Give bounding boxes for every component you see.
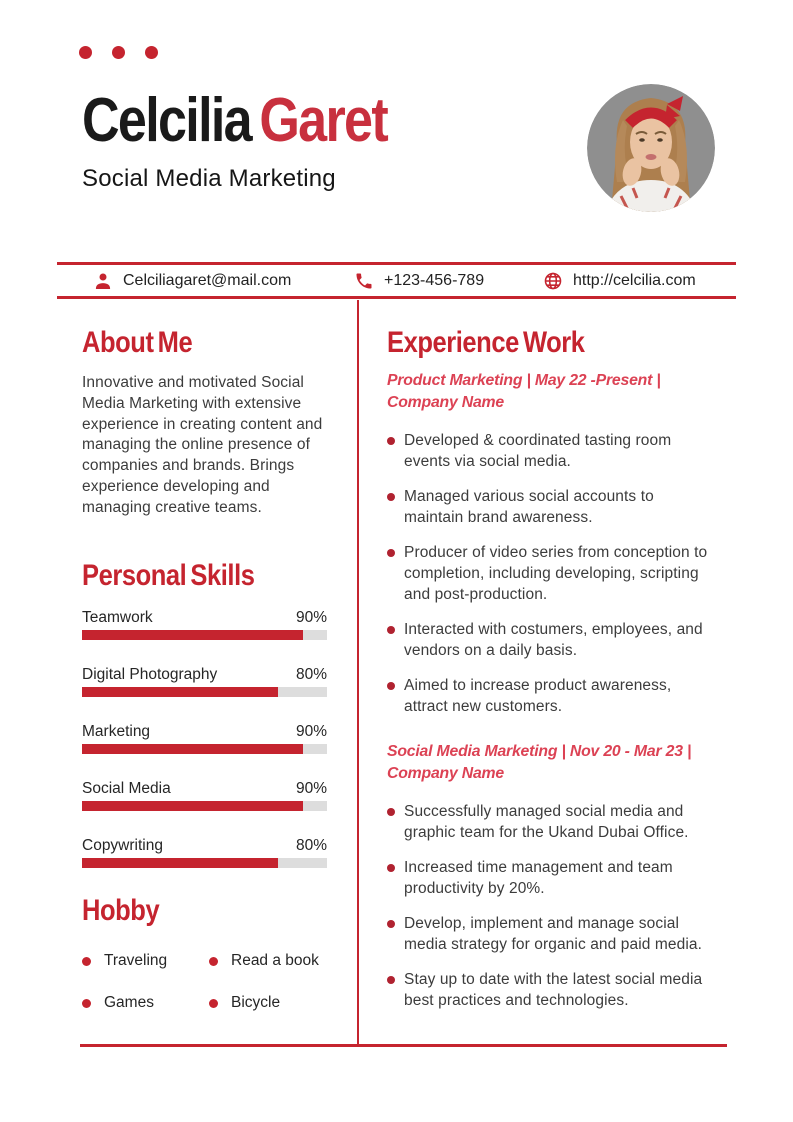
- person-name: [82, 88, 387, 155]
- job-bullet-list: [387, 430, 714, 717]
- skill-label: Marketing: [82, 723, 151, 740]
- job-bullet: Aimed to increase product awareness, attract new customers.: [387, 675, 714, 717]
- skill-label: Teamwork: [82, 609, 153, 626]
- dot-icon: [112, 46, 125, 59]
- portrait-illustration: [587, 84, 715, 212]
- job-bullet: Producer of video series from conception to completion, including developing, scripting and post-production.: [387, 542, 714, 605]
- decorative-dots: [79, 46, 158, 59]
- skill-row: [82, 778, 327, 811]
- job-bullet: Increased time management and team productivity by 20%.: [387, 857, 714, 899]
- skills-title: Personal Skills: [82, 559, 255, 592]
- contact-website[interactable]: [543, 265, 696, 296]
- contact-bar: [57, 262, 736, 299]
- progress-track: [82, 744, 327, 754]
- skill-percent: 90%: [295, 609, 327, 626]
- hobby-item: [82, 952, 197, 970]
- progress-fill: [82, 687, 278, 697]
- column-divider-line: [357, 300, 359, 1046]
- skill-row: [82, 607, 327, 640]
- hobby-title: Hobby: [82, 894, 160, 927]
- about-text: Innovative and motivated Social Media Marketing with extensive experience in creating content and managing the online presence of companies and brands. Brings experience developing and managing creative teams.: [82, 374, 323, 516]
- phone-value: +123-456-789: [384, 271, 485, 289]
- profile-photo: [587, 84, 715, 212]
- header: [82, 88, 445, 193]
- first-name: Celcilia: [82, 86, 251, 155]
- bullet-icon: [82, 999, 91, 1008]
- skill-percent: 90%: [295, 723, 327, 740]
- bullet-icon: [209, 999, 218, 1008]
- job-heading: Social Media Marketing | Nov 20 - Mar 23 | Company Name: [387, 743, 692, 782]
- section-experience-work: [387, 328, 714, 1025]
- job-bullet: Stay up to date with the latest social media best practices and technologies.: [387, 969, 714, 1011]
- hobby-item: [209, 994, 327, 1012]
- progress-fill: [82, 801, 303, 811]
- job-bullet: Successfully managed social media and graphic team for the Ukand Dubai Office.: [387, 801, 714, 843]
- job-bullet: Managed various social accounts to maintain brand awareness.: [387, 486, 714, 528]
- job-title: Social Media Marketing: [82, 164, 336, 192]
- progress-fill: [82, 744, 303, 754]
- person-icon: [93, 271, 113, 291]
- progress-fill: [82, 630, 303, 640]
- footer-line: [80, 1044, 727, 1047]
- skill-percent: 80%: [295, 666, 327, 683]
- contact-email[interactable]: [93, 265, 291, 296]
- hobby-item: [209, 952, 327, 970]
- skill-percent: 90%: [295, 780, 327, 797]
- hobby-label: Games: [104, 994, 154, 1011]
- website-value: http://celcilia.com: [573, 271, 696, 289]
- experience-title: Experience Work: [387, 326, 585, 359]
- job-bullet: Interacted with costumers, employees, and vendors on a daily basis.: [387, 619, 714, 661]
- last-name: Garet: [259, 86, 387, 155]
- globe-icon: [543, 271, 563, 291]
- skill-label: Copywriting: [82, 837, 163, 854]
- hobby-label: Bicycle: [231, 994, 281, 1011]
- progress-track: [82, 858, 327, 868]
- hobby-label: Read a book: [231, 952, 319, 969]
- skill-label: Digital Photography: [82, 666, 218, 683]
- job-bullet: Developed & coordinated tasting room events via social media.: [387, 430, 714, 472]
- progress-track: [82, 687, 327, 697]
- skill-list: [82, 607, 327, 868]
- hobby-label: Traveling: [104, 952, 168, 969]
- job-heading: Product Marketing | May 22 -Present | Company Name: [387, 372, 661, 411]
- dot-icon: [145, 46, 158, 59]
- contact-phone[interactable]: [354, 265, 484, 296]
- email-value: Celciliagaret@mail.com: [123, 271, 292, 289]
- section-personal-skills: [82, 561, 327, 892]
- section-about-me: [82, 328, 328, 519]
- skill-row: [82, 835, 327, 868]
- dot-icon: [79, 46, 92, 59]
- bullet-icon: [209, 957, 218, 966]
- phone-icon: [354, 271, 374, 291]
- section-hobby: [82, 896, 327, 1012]
- hobby-item: [82, 994, 197, 1012]
- hobby-list: [82, 952, 327, 1012]
- skill-row: [82, 664, 327, 697]
- skill-label: Social Media: [82, 780, 171, 797]
- bullet-icon: [82, 957, 91, 966]
- about-title: About Me: [82, 326, 193, 359]
- skill-percent: 80%: [295, 837, 327, 854]
- progress-fill: [82, 858, 278, 868]
- job-bullet: Develop, implement and manage social media strategy for organic and paid media.: [387, 913, 714, 955]
- progress-track: [82, 630, 327, 640]
- job-bullet-list: [387, 801, 714, 1011]
- progress-track: [82, 801, 327, 811]
- skill-row: [82, 721, 327, 754]
